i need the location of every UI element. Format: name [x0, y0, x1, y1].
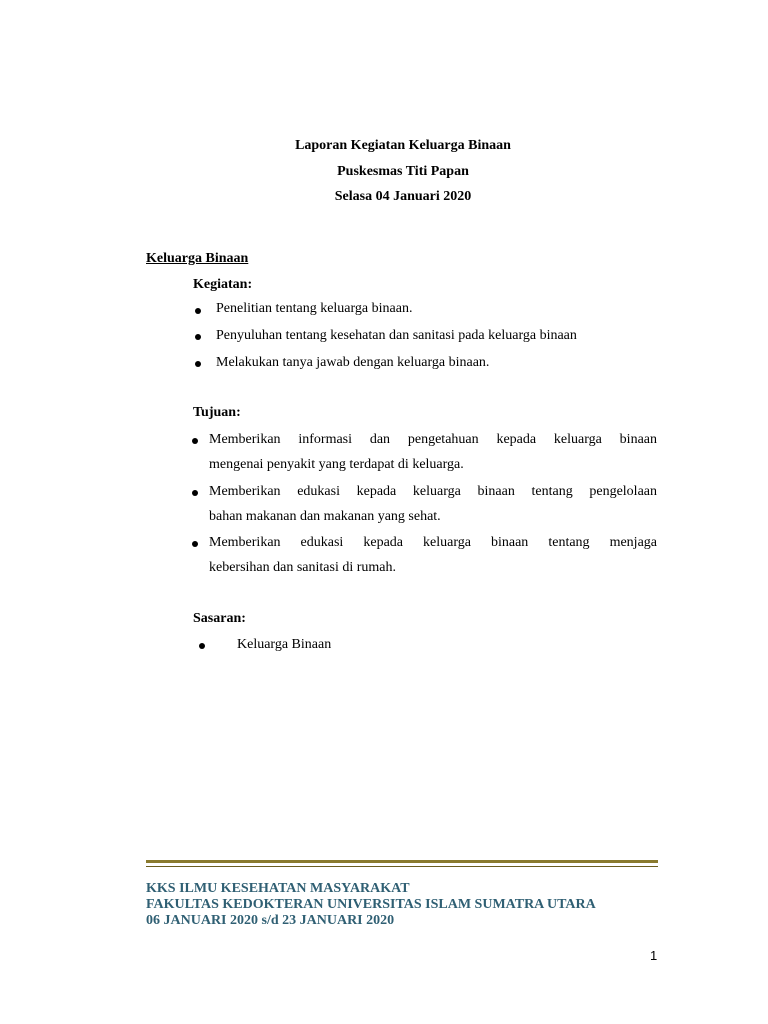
footer-faculty: FAKULTAS KEDOKTERAN UNIVERSITAS ISLAM SUMATRA UTARA [146, 897, 596, 912]
tujuan-heading: Tujuan: [193, 405, 241, 420]
list-item: Penyuluhan tentang kesehatan dan sanitasi pada keluarga binaan [216, 328, 577, 343]
bullet-icon [199, 643, 205, 649]
list-item-continuation: mengenai penyakit yang terdapat di keluarga. [209, 457, 464, 472]
bullet-icon [195, 361, 201, 367]
footer-department: KKS ILMU KESEHATAN MASYARAKAT [146, 881, 410, 896]
section-title: Keluarga Binaan [146, 251, 249, 266]
list-item-line: Memberikan edukasi kepada keluarga binaan tentang menjaga [209, 535, 657, 550]
list-item-continuation: bahan makanan dan makanan yang sehat. [209, 509, 441, 524]
bullet-icon [195, 308, 201, 314]
list-item: Melakukan tanya jawab dengan keluarga binaan. [216, 355, 490, 370]
list-item-line: Memberikan informasi dan pengetahuan kepada keluarga binaan [209, 432, 657, 447]
bullet-icon [192, 490, 198, 496]
sasaran-heading: Sasaran: [193, 611, 246, 626]
kegiatan-heading: Kegiatan: [193, 277, 253, 292]
list-item: Keluarga Binaan [237, 637, 332, 652]
list-item-line: Memberikan edukasi kepada keluarga binaan tentang pengelolaan [209, 484, 657, 499]
footer-rule-thick [146, 860, 658, 863]
list-item-continuation: kebersihan dan sanitasi di rumah. [209, 560, 397, 575]
footer-rule-thin [146, 866, 658, 867]
report-title: Laporan Kegiatan Keluarga Binaan [295, 138, 511, 153]
page-number: 1 [650, 948, 658, 963]
report-date: Selasa 04 Januari 2020 [334, 189, 472, 204]
list-item: Penelitian tentang keluarga binaan. [216, 301, 413, 316]
bullet-icon [192, 438, 198, 444]
footer-period: 06 JANUARI 2020 s/d 23 JANUARI 2020 [146, 913, 395, 928]
puskesmas-name: Puskesmas Titi Papan [337, 164, 469, 179]
bullet-icon [195, 334, 201, 340]
bullet-icon [192, 541, 198, 547]
